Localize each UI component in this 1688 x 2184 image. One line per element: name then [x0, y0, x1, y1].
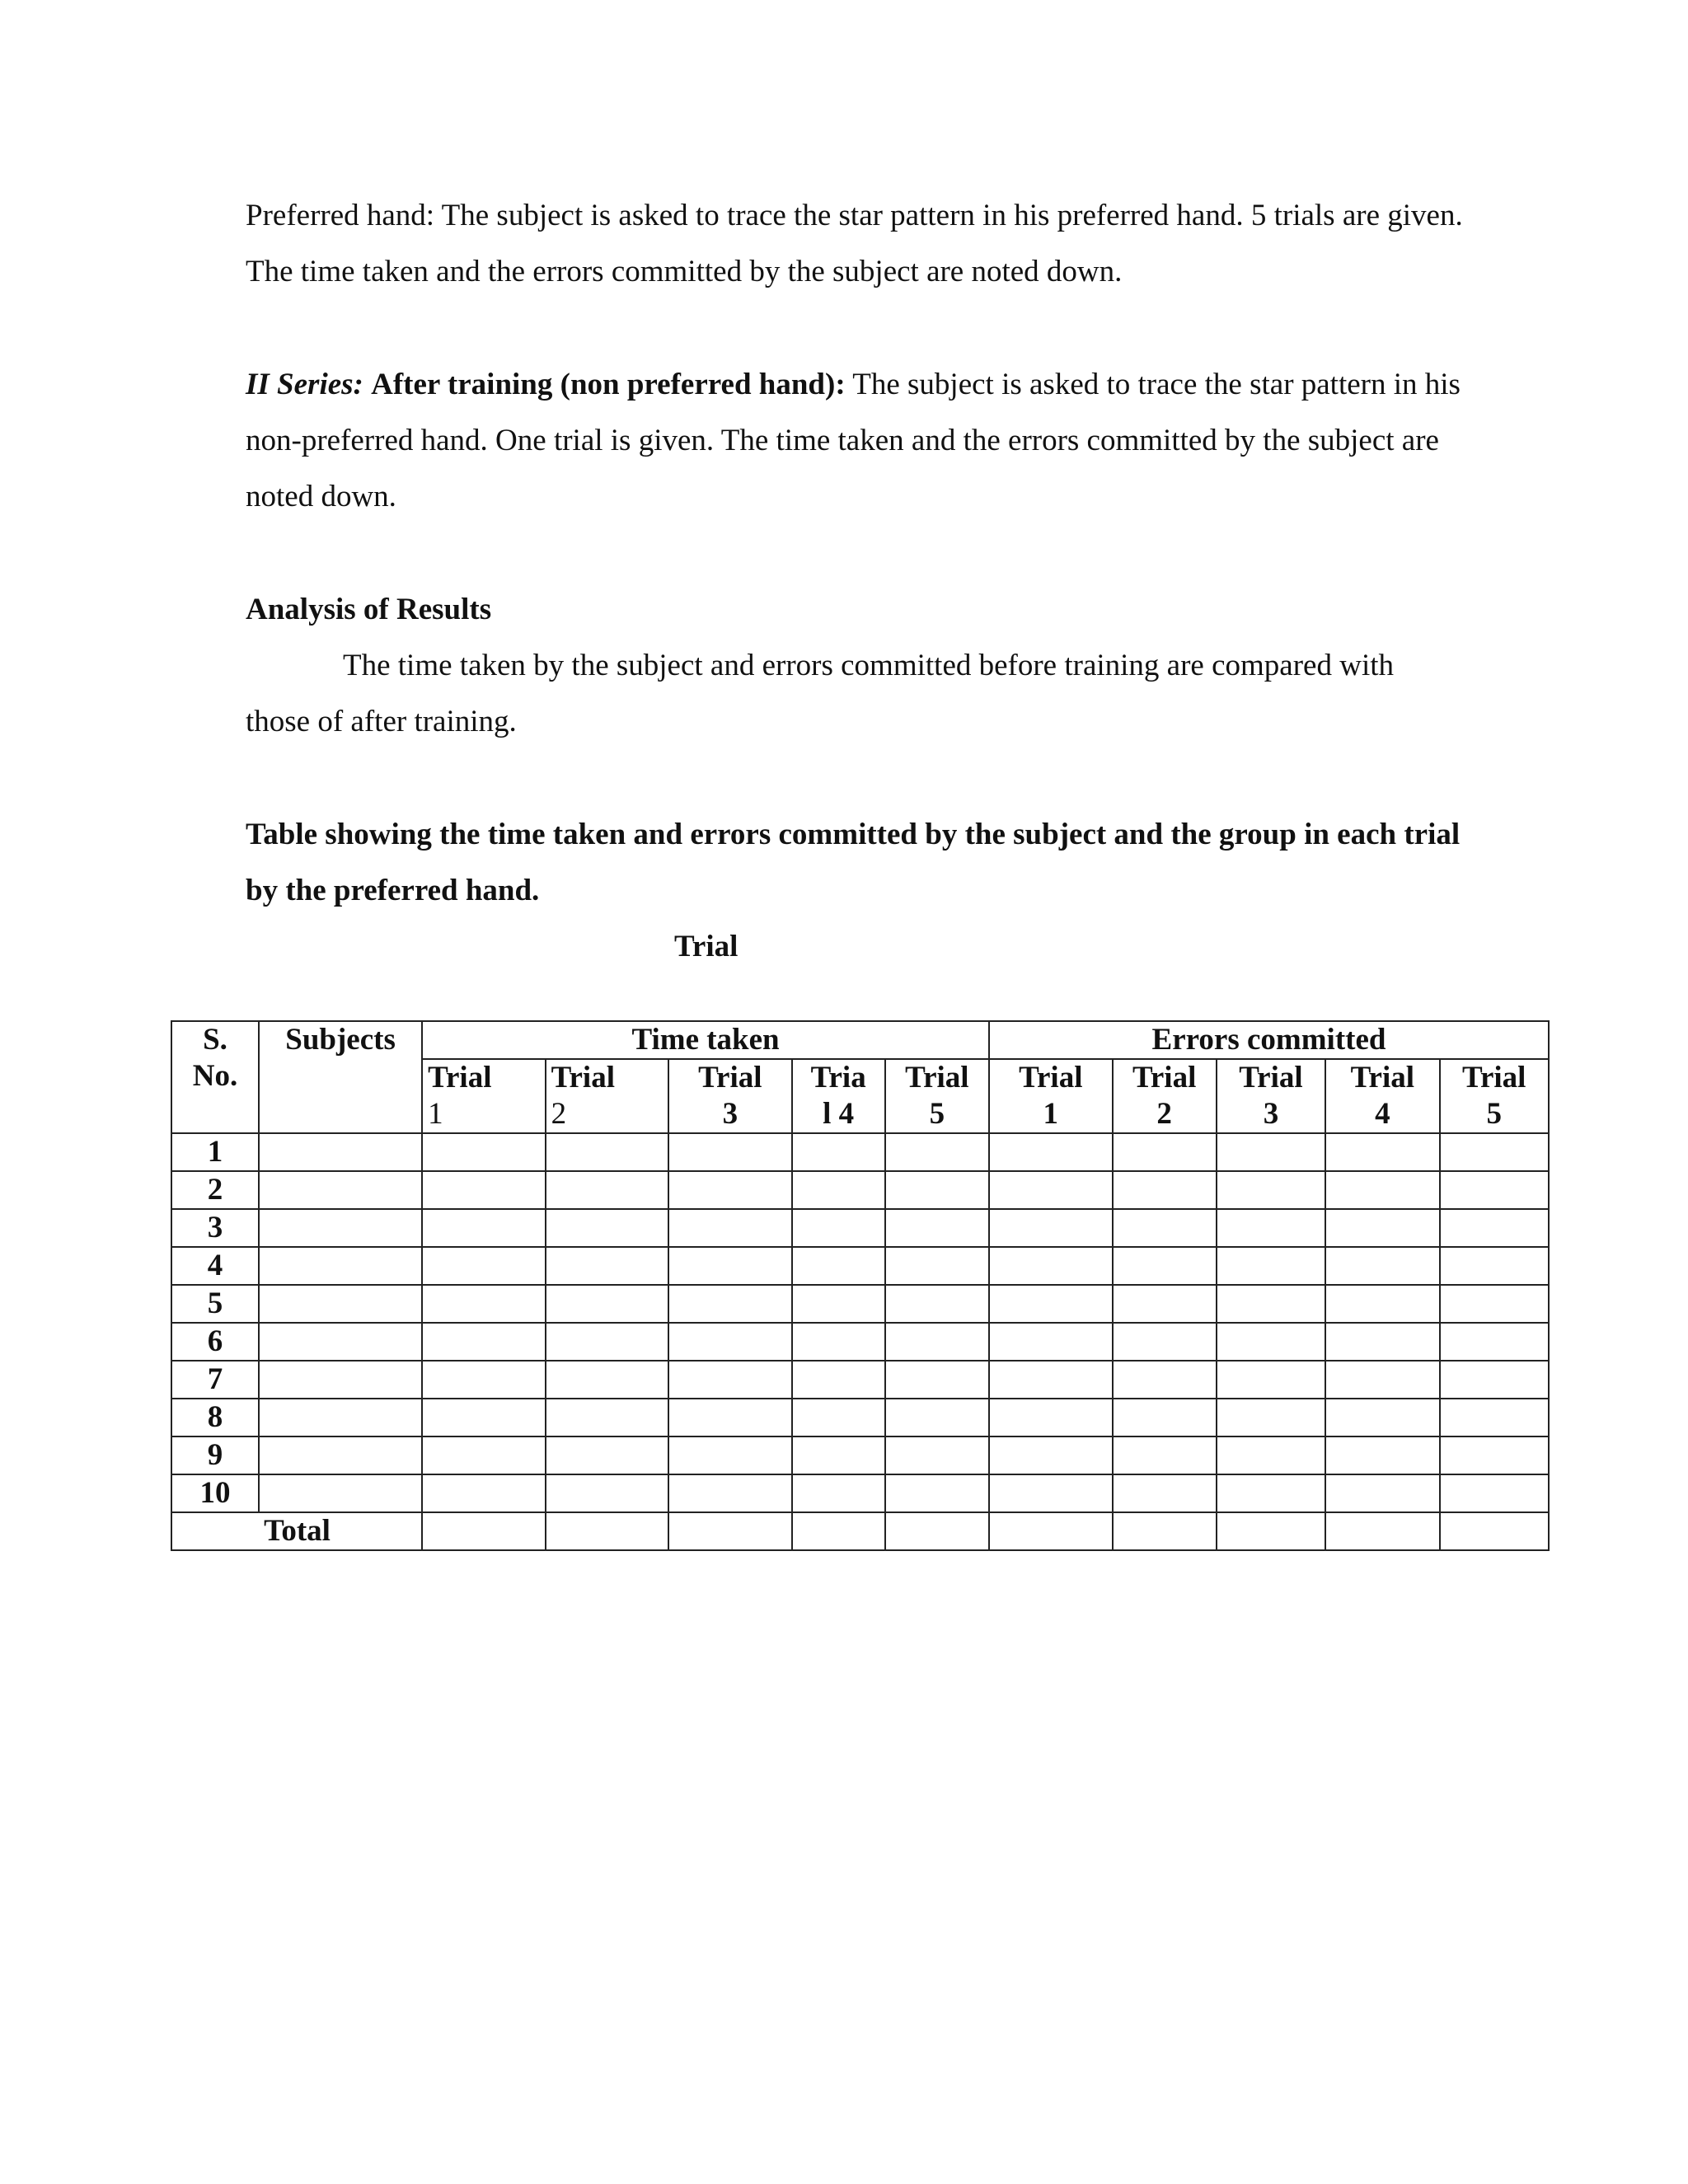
error-cell[interactable]	[1113, 1361, 1217, 1399]
error-cell[interactable]	[1325, 1133, 1439, 1171]
error-cell[interactable]	[989, 1323, 1113, 1361]
row-number-cell: 1	[171, 1133, 259, 1171]
time-cell[interactable]	[885, 1474, 989, 1512]
total-spacer-cell	[171, 1512, 259, 1550]
error-cell[interactable]	[1325, 1323, 1439, 1361]
time-cell[interactable]	[546, 1474, 669, 1512]
time-trial-header	[668, 1059, 792, 1133]
analysis-paragraph	[246, 638, 1465, 750]
time-cell[interactable]	[668, 1171, 792, 1209]
series-two-heading: After training (non preferred hand):	[371, 368, 846, 401]
time-cell[interactable]	[885, 1399, 989, 1436]
time-cell[interactable]	[422, 1247, 546, 1285]
time-cell[interactable]	[668, 1133, 792, 1171]
error-trial-header	[989, 1059, 1113, 1133]
time-trial-header	[546, 1059, 669, 1133]
error-cell[interactable]	[1113, 1399, 1217, 1436]
time-cell[interactable]	[422, 1133, 546, 1171]
total-error-cell[interactable]	[1440, 1512, 1549, 1550]
total-error-cell[interactable]	[1217, 1512, 1325, 1550]
subject-cell[interactable]	[259, 1247, 422, 1285]
error-trial-header	[1217, 1059, 1325, 1133]
error-cell[interactable]	[1325, 1285, 1439, 1323]
time-cell[interactable]	[546, 1436, 669, 1474]
total-time-cell[interactable]	[885, 1512, 989, 1550]
trial-label: Trial	[1239, 1061, 1303, 1094]
time-cell[interactable]	[792, 1323, 885, 1361]
total-time-cell[interactable]	[668, 1512, 792, 1550]
trial-label: Trial	[1132, 1061, 1197, 1094]
error-cell[interactable]	[1113, 1285, 1217, 1323]
error-cell[interactable]	[1217, 1474, 1325, 1512]
time-cell[interactable]	[792, 1361, 885, 1399]
time-cell[interactable]	[546, 1247, 669, 1285]
trial-label: Trial	[551, 1061, 615, 1094]
trial-number: 1	[1043, 1097, 1059, 1131]
error-cell[interactable]	[1217, 1399, 1325, 1436]
time-cell[interactable]	[792, 1247, 885, 1285]
trial-number: 2	[551, 1097, 567, 1131]
errors-committed-header: Errors committed	[989, 1021, 1549, 1059]
error-cell[interactable]	[1325, 1209, 1439, 1247]
error-cell[interactable]	[1440, 1247, 1549, 1285]
time-cell[interactable]	[885, 1323, 989, 1361]
time-trial-header	[885, 1059, 989, 1133]
time-cell[interactable]	[422, 1474, 546, 1512]
time-cell[interactable]	[792, 1474, 885, 1512]
table-row	[171, 1474, 1549, 1512]
table-row	[171, 1285, 1549, 1323]
error-cell[interactable]	[1440, 1436, 1549, 1474]
trial-label: Trial	[1350, 1061, 1415, 1094]
error-cell[interactable]	[1440, 1399, 1549, 1436]
time-cell[interactable]	[885, 1171, 989, 1209]
table-caption: Table showing the time taken and errors committed by the subject and the group in each trial by the preferred hand.	[246, 818, 1461, 907]
error-cell[interactable]	[1440, 1171, 1549, 1209]
total-error-cell[interactable]	[989, 1512, 1113, 1550]
total-time-cell[interactable]	[546, 1512, 669, 1550]
trial-label: Trial	[698, 1061, 762, 1094]
error-cell[interactable]	[1440, 1209, 1549, 1247]
total-error-cell[interactable]	[1113, 1512, 1217, 1550]
time-cell[interactable]	[885, 1436, 989, 1474]
error-cell[interactable]	[1325, 1399, 1439, 1436]
time-cell[interactable]	[668, 1285, 792, 1323]
series-two-body: The subject is asked to trace the star pattern in his non-preferred hand. One trial is given. The time taken and the errors committed by the subject are noted down.	[246, 368, 1461, 513]
row-number-cell: 10	[171, 1474, 259, 1512]
error-cell[interactable]	[989, 1247, 1113, 1285]
time-cell[interactable]	[885, 1133, 989, 1171]
table-body	[171, 1133, 1549, 1550]
trial-number: 1	[428, 1097, 443, 1131]
table-row	[171, 1399, 1549, 1436]
time-cell[interactable]	[422, 1171, 546, 1209]
subject-cell[interactable]	[259, 1171, 422, 1209]
subjects-header: Subjects	[259, 1021, 422, 1133]
error-cell[interactable]	[1440, 1361, 1549, 1399]
trial-label: Trial	[428, 1061, 492, 1094]
row-number-cell: 7	[171, 1361, 259, 1399]
time-trial-header	[792, 1059, 885, 1133]
time-cell[interactable]	[885, 1209, 989, 1247]
trial-number: l 4	[823, 1097, 855, 1131]
table-row	[171, 1247, 1549, 1285]
trial-label: Tria	[810, 1061, 866, 1094]
subject-cell[interactable]	[259, 1209, 422, 1247]
total-error-cell[interactable]	[1325, 1512, 1439, 1550]
subject-cell[interactable]	[259, 1323, 422, 1361]
sno-header-line2: No.	[192, 1059, 238, 1093]
error-cell[interactable]	[1325, 1436, 1439, 1474]
time-cell[interactable]	[885, 1247, 989, 1285]
row-number-cell: 9	[171, 1436, 259, 1474]
series-two-paragraph	[246, 357, 1465, 525]
time-cell[interactable]	[546, 1361, 669, 1399]
time-taken-header: Time taken	[422, 1021, 989, 1059]
time-cell[interactable]	[422, 1285, 546, 1323]
error-trial-header	[1325, 1059, 1439, 1133]
trial-number: 2	[1156, 1097, 1172, 1131]
error-trial-header	[1440, 1059, 1549, 1133]
time-cell[interactable]	[792, 1436, 885, 1474]
time-cell[interactable]	[792, 1285, 885, 1323]
time-cell[interactable]	[792, 1399, 885, 1436]
error-cell[interactable]	[989, 1361, 1113, 1399]
error-cell[interactable]	[989, 1209, 1113, 1247]
total-time-cell[interactable]	[422, 1512, 546, 1550]
time-cell[interactable]	[422, 1399, 546, 1436]
time-cell[interactable]	[422, 1323, 546, 1361]
time-cell[interactable]	[885, 1361, 989, 1399]
row-number-cell: 5	[171, 1285, 259, 1323]
error-cell[interactable]	[1113, 1323, 1217, 1361]
subject-cell[interactable]	[259, 1399, 422, 1436]
table-row	[171, 1436, 1549, 1474]
error-cell[interactable]	[1217, 1361, 1325, 1399]
subject-cell[interactable]	[259, 1133, 422, 1171]
error-cell[interactable]	[1113, 1474, 1217, 1512]
table-row	[171, 1323, 1549, 1361]
time-cell[interactable]	[792, 1133, 885, 1171]
error-cell[interactable]	[1217, 1436, 1325, 1474]
error-cell[interactable]	[1113, 1133, 1217, 1171]
error-cell[interactable]	[1113, 1247, 1217, 1285]
trial-number: 5	[1486, 1097, 1502, 1131]
error-trial-header	[1113, 1059, 1217, 1133]
trial-heading: Trial	[674, 930, 738, 963]
sno-header	[171, 1021, 259, 1133]
time-cell[interactable]	[422, 1436, 546, 1474]
time-cell[interactable]	[792, 1171, 885, 1209]
error-cell[interactable]	[1325, 1361, 1439, 1399]
preferred-hand-paragraph: Preferred hand: The subject is asked to trace the star pattern in his preferred hand. 5 trials are given. The time taken and the errors committed by the subject are noted down.	[246, 199, 1463, 288]
error-cell[interactable]	[1217, 1171, 1325, 1209]
error-cell[interactable]	[1440, 1285, 1549, 1323]
trial-label: Trial	[905, 1061, 969, 1094]
total-row	[171, 1512, 1549, 1550]
time-cell[interactable]	[668, 1399, 792, 1436]
trial-number: 4	[1375, 1097, 1390, 1131]
time-cell[interactable]	[668, 1247, 792, 1285]
error-cell[interactable]	[989, 1285, 1113, 1323]
row-number-cell: 4	[171, 1247, 259, 1285]
row-number-cell: 3	[171, 1209, 259, 1247]
table-row	[171, 1361, 1549, 1399]
time-cell[interactable]	[668, 1474, 792, 1512]
sno-header-line1: S.	[203, 1023, 227, 1057]
total-time-cell[interactable]	[792, 1512, 885, 1550]
subject-cell[interactable]	[259, 1474, 422, 1512]
time-cell[interactable]	[422, 1361, 546, 1399]
error-cell[interactable]	[989, 1399, 1113, 1436]
error-cell[interactable]	[1440, 1133, 1549, 1171]
trial-number: 3	[722, 1097, 738, 1131]
error-cell[interactable]	[989, 1474, 1113, 1512]
time-cell[interactable]	[546, 1399, 669, 1436]
error-cell[interactable]	[1325, 1247, 1439, 1285]
time-cell[interactable]	[668, 1361, 792, 1399]
row-number-cell: 8	[171, 1399, 259, 1436]
error-cell[interactable]	[1217, 1285, 1325, 1323]
error-cell[interactable]	[989, 1133, 1113, 1171]
total-label: Total	[259, 1512, 422, 1550]
time-cell[interactable]	[546, 1323, 669, 1361]
row-number-cell: 6	[171, 1323, 259, 1361]
trial-number: 3	[1263, 1097, 1279, 1131]
table-row	[171, 1133, 1549, 1171]
analysis-body: The time taken by the subject and errors committed before training are compared with those of after training.	[246, 649, 1395, 738]
error-cell[interactable]	[1325, 1171, 1439, 1209]
error-cell[interactable]	[1217, 1323, 1325, 1361]
trial-label: Trial	[1462, 1061, 1526, 1094]
subject-cell[interactable]	[259, 1285, 422, 1323]
series-two-label: II Series:	[246, 368, 363, 401]
time-cell[interactable]	[422, 1209, 546, 1247]
time-cell[interactable]	[668, 1436, 792, 1474]
error-cell[interactable]	[1325, 1474, 1439, 1512]
time-cell[interactable]	[885, 1285, 989, 1323]
time-cell[interactable]	[668, 1209, 792, 1247]
error-cell[interactable]	[1217, 1247, 1325, 1285]
time-cell[interactable]	[546, 1133, 669, 1171]
row-number-cell: 2	[171, 1171, 259, 1209]
error-cell[interactable]	[1217, 1209, 1325, 1247]
time-trial-header	[422, 1059, 546, 1133]
error-cell[interactable]	[1113, 1209, 1217, 1247]
subject-cell[interactable]	[259, 1436, 422, 1474]
error-cell[interactable]	[989, 1436, 1113, 1474]
time-cell[interactable]	[668, 1323, 792, 1361]
trial-label: Trial	[1019, 1061, 1083, 1094]
analysis-heading: Analysis of Results	[246, 593, 492, 626]
error-cell[interactable]	[989, 1171, 1113, 1209]
time-cell[interactable]	[792, 1209, 885, 1247]
time-cell[interactable]	[546, 1285, 669, 1323]
subject-cell[interactable]	[259, 1361, 422, 1399]
results-table	[171, 1020, 1550, 1551]
error-cell[interactable]	[1113, 1171, 1217, 1209]
error-cell[interactable]	[1217, 1133, 1325, 1171]
trial-number: 5	[929, 1097, 945, 1131]
time-cell[interactable]	[546, 1209, 669, 1247]
error-cell[interactable]	[1440, 1474, 1549, 1512]
time-cell[interactable]	[546, 1171, 669, 1209]
error-cell[interactable]	[1440, 1323, 1549, 1361]
error-cell[interactable]	[1113, 1436, 1217, 1474]
table-row	[171, 1171, 1549, 1209]
table-row	[171, 1209, 1549, 1247]
